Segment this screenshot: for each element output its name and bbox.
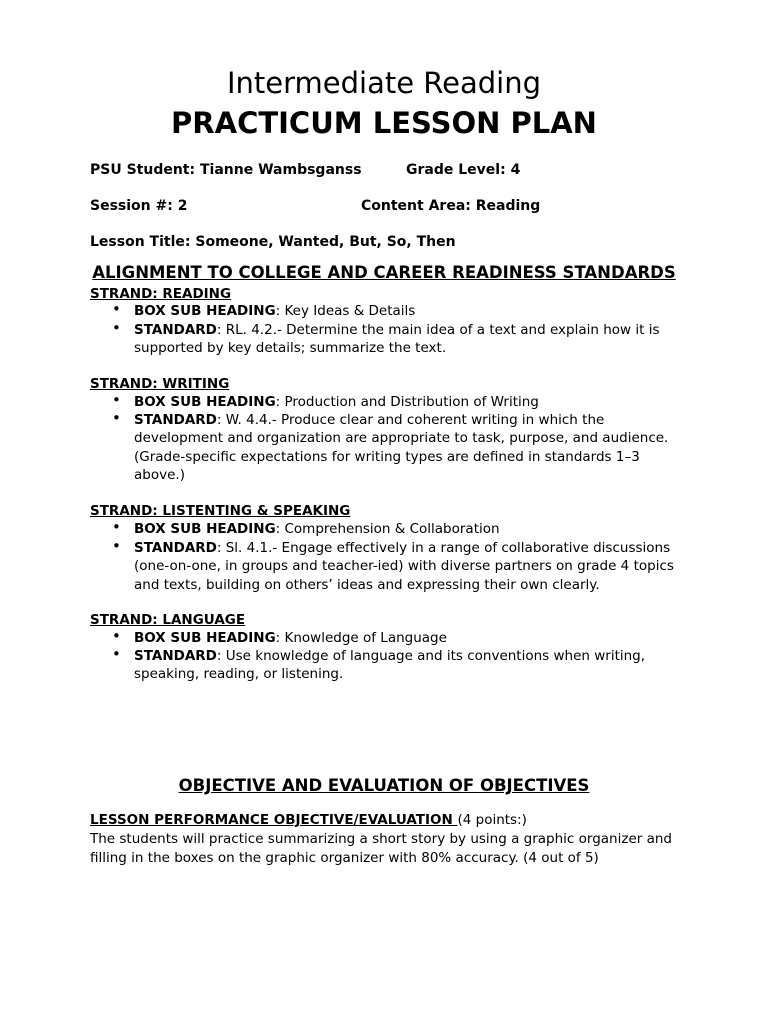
list-item: • BOX SUB HEADING: Knowledge of Language <box>112 627 447 646</box>
item-text: Production and Distribution of Writing <box>284 394 539 410</box>
item-label: STANDARD <box>134 540 217 556</box>
strand-title: STRAND: LANGUAGE <box>90 612 246 628</box>
item-text: Comprehension & Collaboration <box>284 521 500 537</box>
bullet-icon: • <box>112 300 121 318</box>
bullet-icon: • <box>112 518 121 536</box>
student-line: PSU Student: Tianne Wambsganss <box>90 162 362 178</box>
document-subtitle: PRACTICUM LESSON PLAN <box>171 106 597 140</box>
item-text: Key Ideas & Details <box>284 303 416 319</box>
item-text: Use knowledge of language and its conventions when writing, speaking, reading, or listening. <box>134 648 646 683</box>
session-value: 2 <box>177 198 188 214</box>
document-title: Intermediate Reading <box>226 66 542 100</box>
bullet-icon: • <box>112 391 121 409</box>
strand-title: STRAND: WRITING <box>90 376 230 392</box>
bullet-icon: • <box>112 645 121 663</box>
objectives-heading: OBJECTIVE AND EVALUATION OF OBJECTIVES <box>178 776 590 795</box>
objective-points: (4 points:) <box>457 812 527 828</box>
item-label: BOX SUB HEADING <box>134 630 276 646</box>
objective-label-line <box>90 811 527 829</box>
item-label: BOX SUB HEADING <box>134 394 276 410</box>
content-area-label: Content Area <box>361 198 466 214</box>
bullet-icon: • <box>112 409 121 427</box>
item-label: BOX SUB HEADING <box>134 521 276 537</box>
session-label: Session # <box>90 198 168 214</box>
alignment-heading: ALIGNMENT TO COLLEGE AND CAREER READINESS STANDARDS <box>92 263 676 282</box>
lesson-title-line: Lesson Title: Someone, Wanted, But, So, Then <box>90 234 456 250</box>
list-item: • BOX SUB HEADING: Production and Distribution of Writing <box>112 391 539 410</box>
item-text: Sl. 4.1.- Engage effectively in a range of collaborative discussions (one-on-one, in groups and teacher-ied) with diverse partners on grade 4 topics and texts, building on others’ ideas and expressing their own clearly. <box>134 540 674 593</box>
item-text: Knowledge of Language <box>284 630 447 646</box>
list-item: • STANDARD: RL. 4.2.- Determine the main idea of a text and explain how it is supported by key details; summarize the text. <box>112 319 660 357</box>
bullet-icon: • <box>112 319 121 337</box>
content-area-value: Reading <box>475 198 541 214</box>
bullet-icon: • <box>112 627 121 645</box>
lesson-title-value: Someone, Wanted, But, So, Then <box>195 234 456 250</box>
bullet-icon: • <box>112 537 121 555</box>
strand-title: STRAND: READING <box>90 286 232 302</box>
lesson-title-label: Lesson Title <box>90 234 185 250</box>
item-label: STANDARD <box>134 322 217 338</box>
student-label: PSU Student <box>90 162 190 178</box>
objective-text: The students will practice summarizing a short story by using a graphic organizer and filling in the boxes on the graphic organizer with 80% accuracy. (4 out of 5) <box>90 831 672 866</box>
item-label: STANDARD <box>134 648 217 664</box>
objective-label: LESSON PERFORMANCE OBJECTIVE/EVALUATION <box>90 812 458 828</box>
item-text: W. 4.4.- Produce clear and coherent writing in which the development and organization are appropriate to task, purpose, and audience. (Grade-specific expectations for writing types are defined in standards 1–3 above.) <box>134 412 669 483</box>
item-text: RL. 4.2.- Determine the main idea of a text and explain how it is supported by key details; summarize the text. <box>134 322 660 357</box>
grade-line: Grade Level: 4 <box>406 162 521 178</box>
list-item: • STANDARD: Sl. 4.1.- Engage effectively in a range of collaborative discussions (one-on-one, in groups and teacher-ied) with diverse partners on grade 4 topics and texts, building on others’ ideas and expressing their own clearly. <box>112 537 674 593</box>
list-item: • STANDARD: W. 4.4.- Produce clear and coherent writing in which the development and organization are appropriate to task, purpose, and audience. (Grade-specific expectations for writing types are defined in standards 1–3 above.) <box>112 409 669 483</box>
list-item: • STANDARD: Use knowledge of language and its conventions when writing, speaking, reading, or listening. <box>112 645 646 683</box>
student-value: Tianne Wambsganss <box>200 162 362 178</box>
grade-label: Grade Level <box>406 162 501 178</box>
item-label: STANDARD <box>134 412 217 428</box>
item-label: BOX SUB HEADING <box>134 303 276 319</box>
list-item: • BOX SUB HEADING: Key Ideas & Details <box>112 300 416 319</box>
list-item: • BOX SUB HEADING: Comprehension & Collaboration <box>112 518 500 537</box>
strand-title: STRAND: LISTENTING & SPEAKING <box>90 503 351 519</box>
session-line: Session #: 2 <box>90 198 188 214</box>
content-area-line: Content Area: Reading <box>361 198 541 214</box>
grade-value: 4 <box>510 162 521 178</box>
